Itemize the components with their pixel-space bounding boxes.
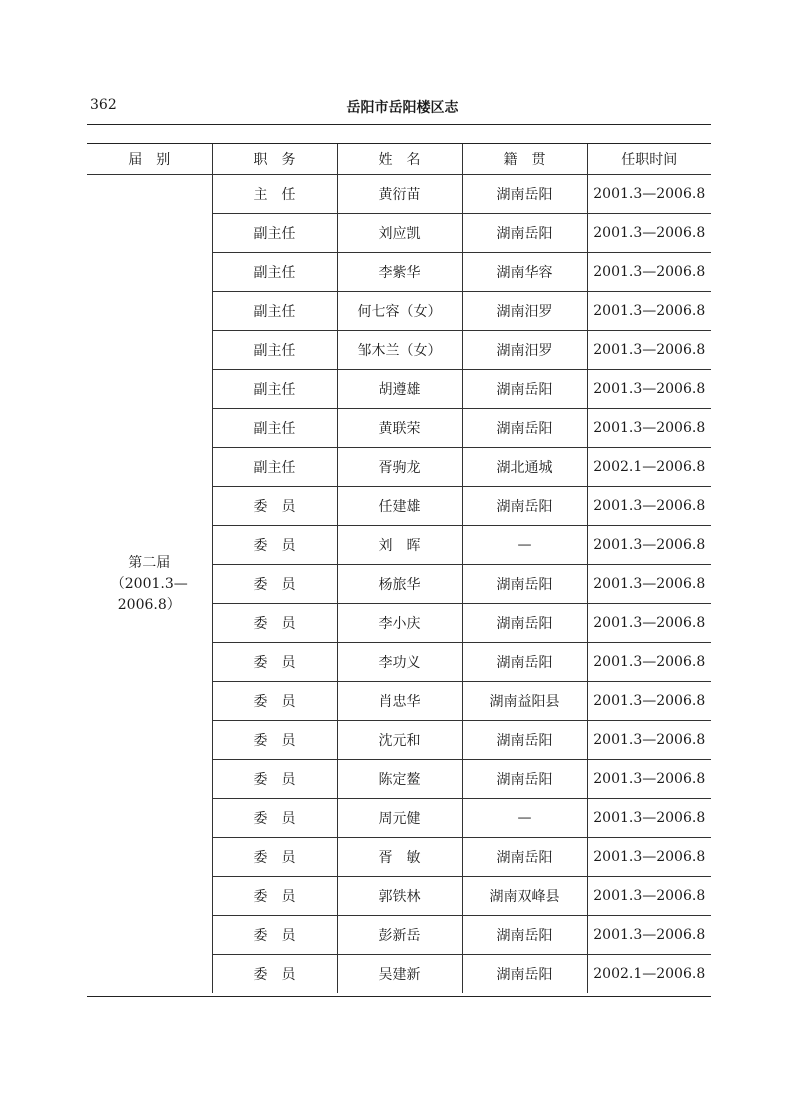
cell-position: 委 员 [212,916,337,955]
column-header-position: 职 务 [212,144,337,175]
cell-tenure: 2001.3—2006.8 [587,838,711,877]
cell-position: 副主任 [212,409,337,448]
cell-origin: 湖南汨罗 [462,292,587,331]
cell-origin: 湖南益阳县 [462,682,587,721]
cell-tenure: 2001.3—2006.8 [587,799,711,838]
cell-origin: 湖南岳阳 [462,760,587,799]
cell-name: 李紫华 [337,253,462,292]
cell-name: 周元健 [337,799,462,838]
cell-origin: 湖北通城 [462,448,587,487]
cell-tenure: 2001.3—2006.8 [587,175,711,214]
cell-name: 沈元和 [337,721,462,760]
cell-name: 郭铁林 [337,877,462,916]
cell-origin: 湖南岳阳 [462,604,587,643]
cell-origin: 湖南岳阳 [462,955,587,994]
cell-tenure: 2001.3—2006.8 [587,604,711,643]
cell-origin: 湖南岳阳 [462,175,587,214]
cell-name: 彭新岳 [337,916,462,955]
cell-position: 委 员 [212,877,337,916]
cell-tenure: 2001.3—2006.8 [587,565,711,604]
cell-position: 委 员 [212,682,337,721]
cell-origin: 湖南岳阳 [462,838,587,877]
column-header-term: 届 别 [87,144,212,175]
cell-name: 任建雄 [337,487,462,526]
column-header-origin: 籍 贯 [462,144,587,175]
cell-tenure: 2001.3—2006.8 [587,877,711,916]
cell-tenure: 2002.1—2006.8 [587,448,711,487]
column-header-name: 姓 名 [337,144,462,175]
cell-name: 杨旅华 [337,565,462,604]
cell-tenure: 2001.3—2006.8 [587,682,711,721]
cell-name: 胥驹龙 [337,448,462,487]
cell-tenure: 2001.3—2006.8 [587,643,711,682]
cell-name: 何七容（女） [337,292,462,331]
term-label-line: （2001.3— [110,575,188,592]
cell-position: 委 员 [212,526,337,565]
cell-position: 主 任 [212,175,337,214]
cell-tenure: 2001.3—2006.8 [587,487,711,526]
cell-tenure: 2001.3—2006.8 [587,292,711,331]
cell-origin: 湖南岳阳 [462,721,587,760]
cell-tenure: 2001.3—2006.8 [587,760,711,799]
cell-term [87,175,212,994]
cell-origin: 湖南岳阳 [462,487,587,526]
cell-tenure: 2001.3—2006.8 [587,370,711,409]
cell-origin: 湖南华容 [462,253,587,292]
cell-origin: 湖南岳阳 [462,214,587,253]
cell-name: 胡遵雄 [337,370,462,409]
cell-name: 吴建新 [337,955,462,994]
cell-name: 陈定鳌 [337,760,462,799]
term-label-line: 2006.8） [117,596,181,613]
cell-name: 刘 晖 [337,526,462,565]
cell-origin: 湖南汨罗 [462,331,587,370]
header-rule [87,124,711,125]
table-bottom-rule [87,996,711,997]
column-header-tenure: 任职时间 [587,144,711,175]
cell-position: 委 员 [212,838,337,877]
cell-position: 副主任 [212,370,337,409]
cell-position: 副主任 [212,214,337,253]
cell-tenure: 2002.1—2006.8 [587,955,711,994]
cell-tenure: 2001.3—2006.8 [587,526,711,565]
cell-position: 副主任 [212,331,337,370]
cell-origin: 湖南岳阳 [462,916,587,955]
cell-name: 李功义 [337,643,462,682]
cell-position: 委 员 [212,760,337,799]
cell-position: 委 员 [212,565,337,604]
cell-origin: 湖南双峰县 [462,877,587,916]
cell-name: 肖忠华 [337,682,462,721]
cell-name: 邹木兰（女） [337,331,462,370]
cell-name: 李小庆 [337,604,462,643]
cell-position: 副主任 [212,448,337,487]
committee-roster-table [87,144,711,993]
cell-tenure: 2001.3—2006.8 [587,916,711,955]
cell-position: 委 员 [212,955,337,994]
cell-position: 委 员 [212,799,337,838]
cell-name: 胥 敏 [337,838,462,877]
cell-tenure: 2001.3—2006.8 [587,409,711,448]
cell-origin: — [462,526,587,565]
table-body [87,175,711,994]
cell-tenure: 2001.3—2006.8 [587,721,711,760]
cell-name: 刘应凯 [337,214,462,253]
cell-position: 委 员 [212,643,337,682]
table-row [87,175,711,214]
cell-tenure: 2001.3—2006.8 [587,331,711,370]
cell-name: 黄衍苗 [337,175,462,214]
term-label-line: 第二届 [128,554,171,571]
cell-origin: 湖南岳阳 [462,643,587,682]
cell-origin: 湖南岳阳 [462,370,587,409]
cell-position: 委 员 [212,721,337,760]
cell-tenure: 2001.3—2006.8 [587,253,711,292]
cell-position: 委 员 [212,604,337,643]
cell-origin: 湖南岳阳 [462,565,587,604]
page-number: 362 [90,97,117,113]
cell-tenure: 2001.3—2006.8 [587,214,711,253]
cell-position: 副主任 [212,292,337,331]
cell-origin: 湖南岳阳 [462,409,587,448]
cell-position: 委 员 [212,487,337,526]
running-title: 岳阳市岳阳楼区志 [346,100,459,116]
table-header-row [87,144,711,175]
cell-origin: — [462,799,587,838]
cell-name: 黄联荣 [337,409,462,448]
cell-position: 副主任 [212,253,337,292]
